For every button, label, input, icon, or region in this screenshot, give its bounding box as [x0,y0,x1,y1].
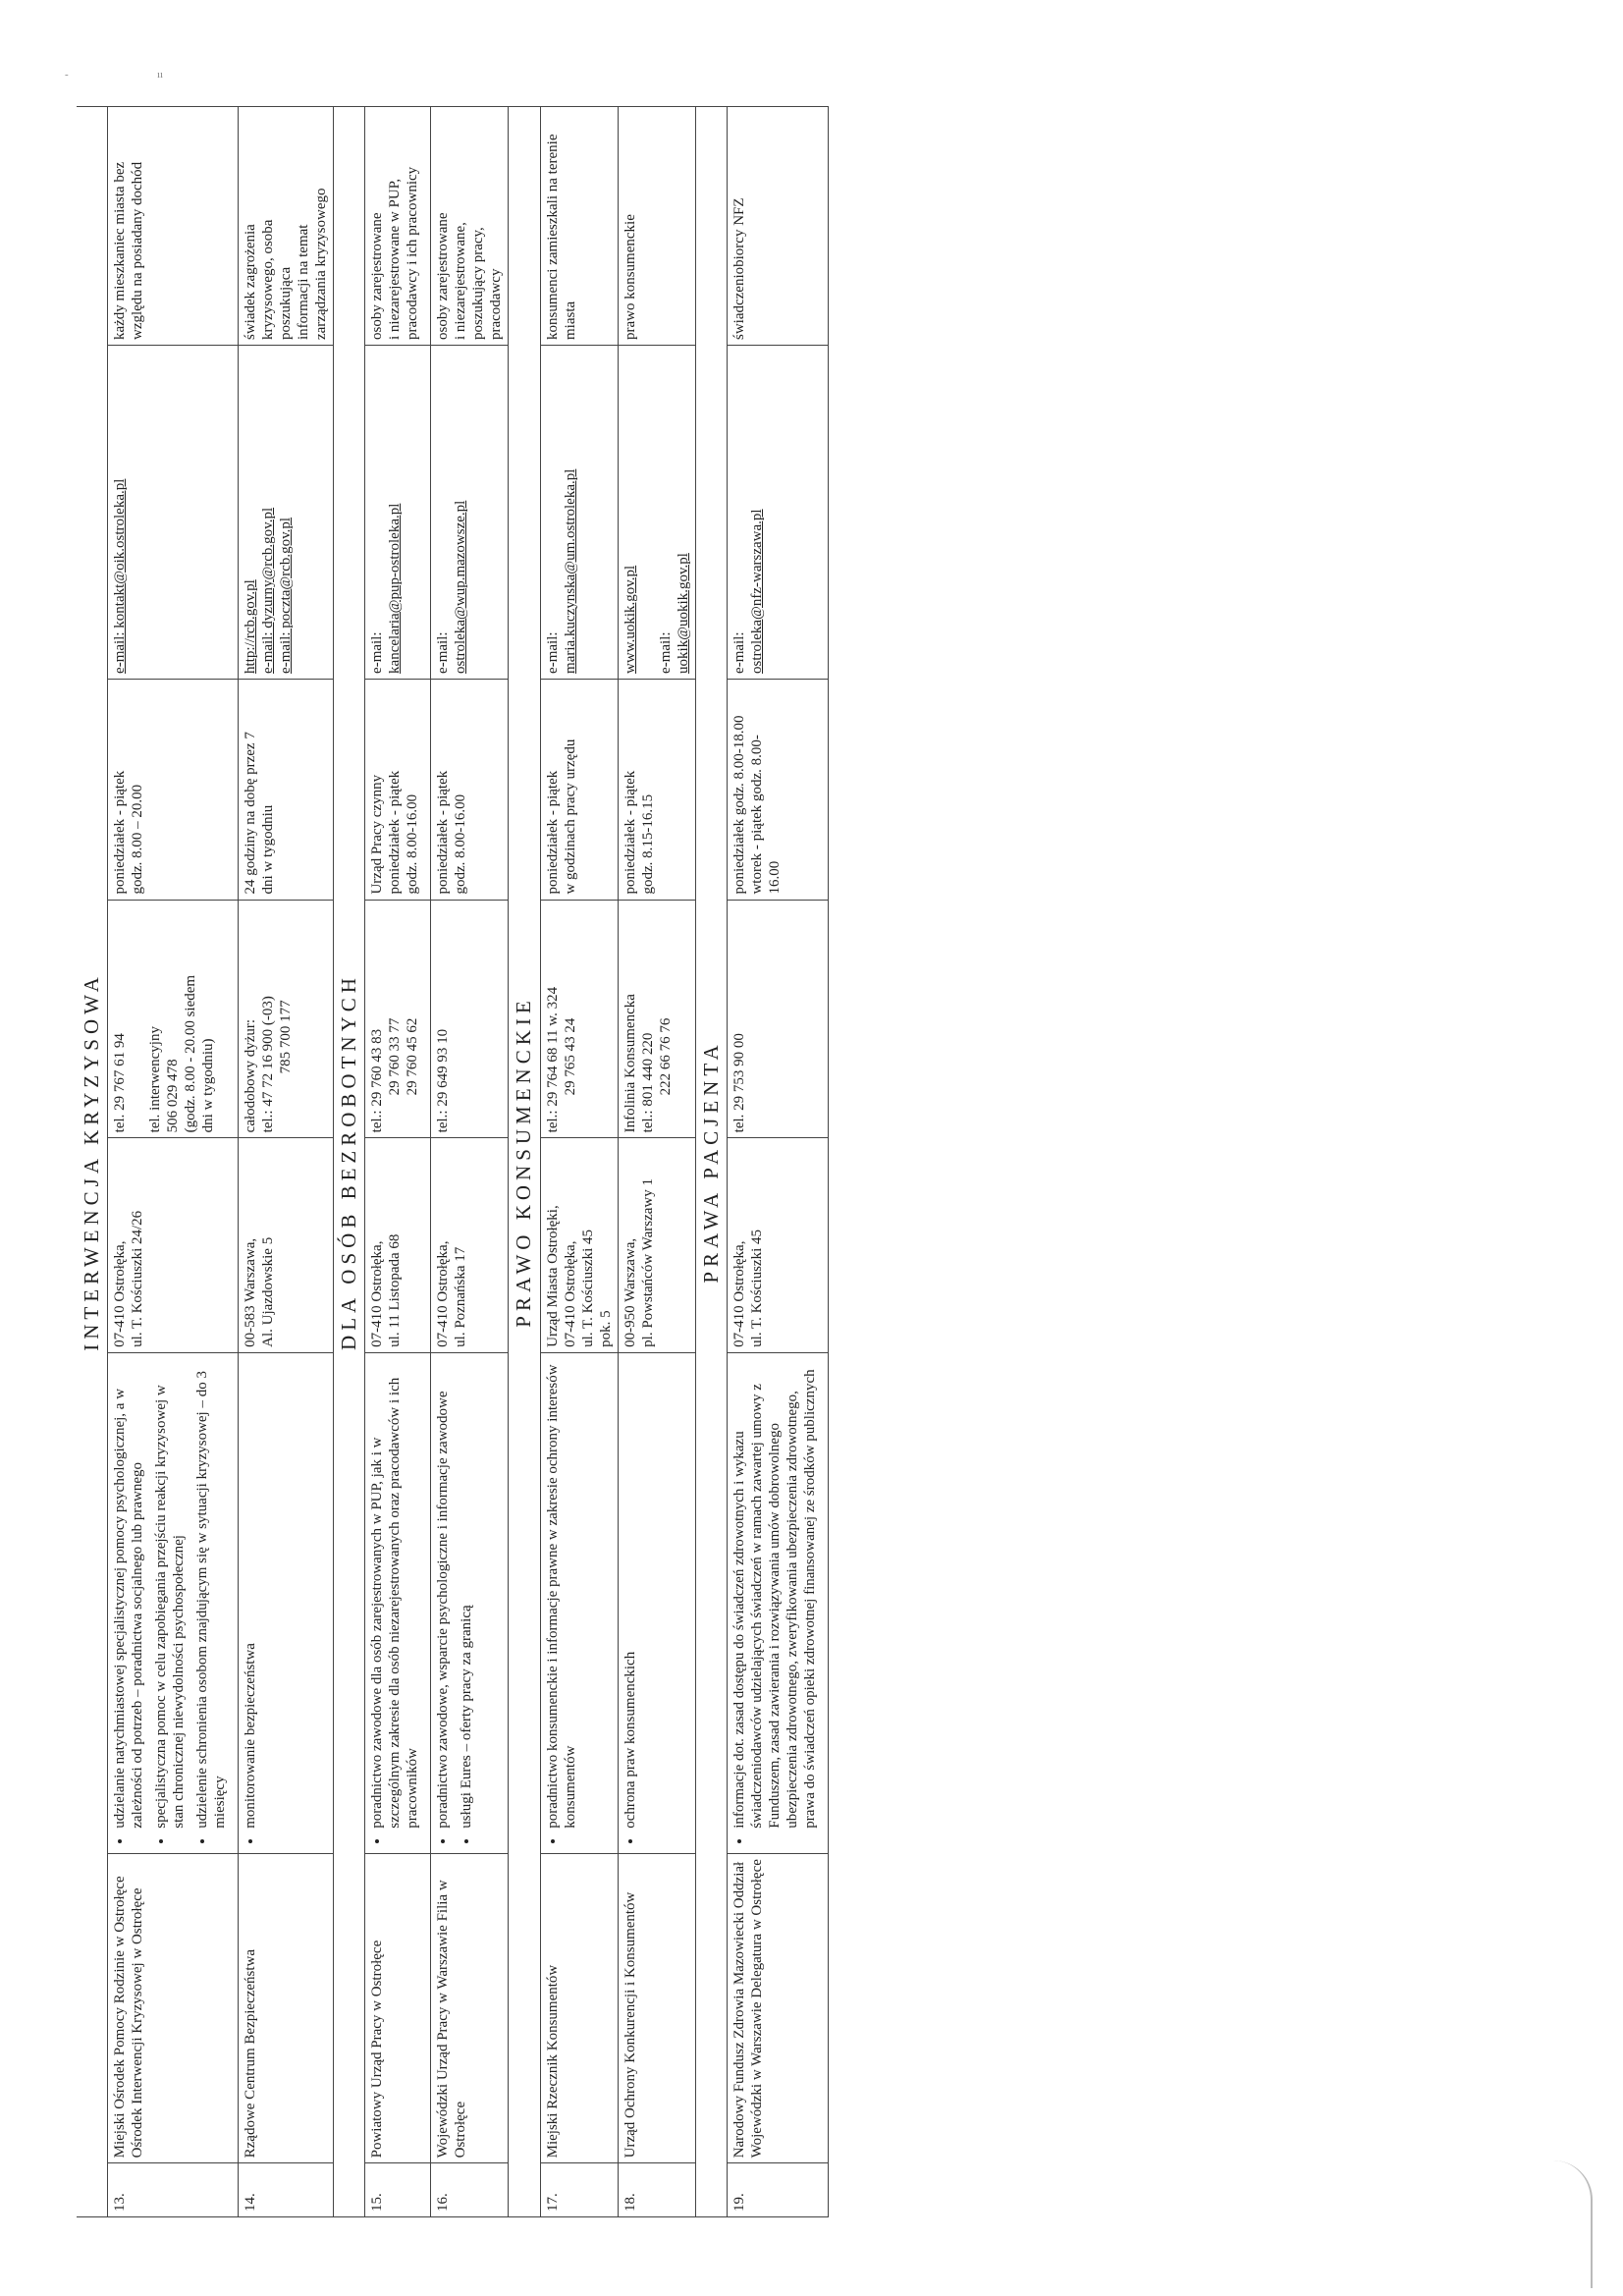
services-cell [365,1352,431,1853]
address-cell [727,1138,828,1353]
services-cell [108,1352,239,1853]
service-item: • udzielenie schronienia osobom znajdującym się w sytuacji kryzysowej – do 3 miesięcy [193,1358,229,1829]
recipients-cell [540,107,618,346]
table-row [540,107,618,2217]
recipients-line: każdy mieszkaniec miasta bez [112,161,129,341]
service-item: • poradnictwo zawodowe dla osób zarejestrowanych w PUP, jak i w szczególnym zakresie dla osób niezarejestrowanych oraz pracodawców i ich pracowników [368,1358,421,1829]
service-item: • specjalistyczna pomoc w celu zapobiegania przejściu reakcji kryzysowej w stan chronicznej niewydolności psychospołecznej [152,1358,188,1829]
email-link[interactable]: e-mail: poczta@rcb.gov.pl [278,517,295,674]
services-cell [727,1352,828,1853]
hours-cell [365,679,431,900]
institution-name: Miejski Ośrodek Pomocy Rodzinie w Ostrołęce Ośrodek Interwencji Kryzysowej w Ostrołęce [108,1853,239,2163]
phone-cell [239,900,334,1138]
address-line: 07-410 Ostrołęka, [369,1240,386,1347]
recipients-line: świadczeniobiorcy NFZ [730,197,747,341]
scan-mark: ıı [157,69,164,81]
recipients-line: i niezarejestrowane, [453,222,469,341]
institution-name: Powiatowy Urząd Pracy w Ostrołęce [365,1853,431,2163]
website-link[interactable]: http://rcb.gov.pl [243,579,259,674]
email-link[interactable]: ostroleka@nfz-warszawa.pl [748,509,765,674]
recipients-line: osoby zarejestrowane [435,212,452,341]
service-item: • ochrona praw konsumenckich [622,1358,639,1829]
recipients-cell [618,107,695,346]
table-row [365,107,431,2217]
section-heading: DLA OSÓB BEZROBOTNYCH [334,107,365,2217]
recipients-line: prawo konsumenckie [622,214,638,341]
phone-line: 29 760 45 62 [405,1017,421,1096]
table-row [239,107,334,2217]
phone-cell [540,900,618,1138]
phone-line: tel. interwencyjny [147,1026,164,1133]
phone-line: tel.: 29 760 43 83 [369,1028,386,1133]
service-item: • poradnictwo konsumenckie i informacje prawne w zakresie ochrony interesów konsumentów [544,1358,579,1829]
hours-line: poniedziałek - piątek [387,770,404,895]
contact-cell [618,346,695,680]
row-number: 17. [540,2163,618,2217]
table-row [431,107,509,2217]
email-label: e-mail: [730,631,747,674]
recipients-cell [727,107,828,346]
recipients-line: zarządzania kryzysowego [313,188,330,341]
recipients-line: konsumenci zamieszkali na terenie [544,134,561,341]
address-line: 07-410 Ostrołęka, [112,1240,129,1347]
address-cell [431,1138,509,1353]
hours-line: dni w tygodniu [260,804,277,895]
recipients-cell [239,107,334,346]
hours-line: godz. 8.00-16.00 [405,793,421,895]
address-line: 07-410 Ostrołęka, [562,1240,578,1347]
recipients-line: pracodawcy i ich pracownicy [405,166,421,341]
hours-cell [727,679,828,900]
email-link[interactable]: uokik@uokik.gov.pl [675,553,691,674]
address-line: pok. 5 [597,1310,614,1347]
table-row [108,107,239,2217]
section-heading: PRAWA PACJENTA [695,107,727,2217]
phone-line: całodobowy dyżur: [243,1018,259,1133]
email-label: e-mail: [369,631,386,674]
services-cell [540,1352,618,1853]
service-item: • monitorowanie bezpieczeństwa [242,1358,259,1829]
hours-line: godz. 8.00 – 20.00 [130,784,146,895]
address-line: 07-410 Ostrołęka, [435,1240,452,1347]
recipients-line: świadek zagrożenia [243,224,259,341]
website-link[interactable]: www.uokik.gov.pl [622,565,638,674]
row-number: 13. [108,2163,239,2217]
recipients-cell [431,107,509,346]
email-link[interactable]: maria.kuczynska@um.ostroleka.pl [562,468,578,674]
hours-line: Urząd Pracy czynny [369,774,386,895]
address-line: 00-950 Warszawa, [622,1237,638,1347]
hours-line: poniedziałek - piątek [544,770,561,895]
section-heading: PRAWO KONSUMENCKIE [509,107,540,2217]
recipients-line: pracodawcy [488,268,505,341]
hours-cell [431,679,509,900]
table-row [618,107,695,2217]
address-cell [365,1138,431,1353]
phone-line: 29 765 43 24 [562,1017,578,1096]
hours-cell [239,679,334,900]
hours-line: poniedziałek - piątek [112,770,129,895]
recipients-line: względu na posiadany dochód [130,161,146,341]
recipients-line: osoby zarejestrowane [369,212,386,341]
hours-line: godz. 8.00-16.00 [453,793,469,895]
address-line: ul. 11 Listopada 68 [387,1233,404,1347]
address-line: 07-410 Ostrołęka, [730,1240,747,1347]
table-row [727,107,828,2217]
section-row [509,107,540,2217]
services-cell [618,1352,695,1853]
contact-cell [108,346,239,680]
email-label: e-mail: [657,631,674,674]
contact-cell [727,346,828,680]
email-link[interactable]: e-mail: kontakt@oik.ostroleka.pl [112,478,129,674]
address-cell [540,1138,618,1353]
address-line: Al. Ujazdowskie 5 [260,1236,277,1347]
services-cell [239,1352,334,1853]
service-item: • udzielanie natychmiastowej specjalistycznej pomocy psychologicznej, a w zależności od potrzeb – poradnictwa socjalnego lub prawnego [111,1358,146,1829]
hours-line: poniedziałek godz. 8.00-18.00 [730,715,747,895]
address-cell [618,1138,695,1353]
contact-cell [540,346,618,680]
hours-line: poniedziałek - piątek [622,770,638,895]
recipients-line: kryzysowego, osoba [260,219,277,341]
hours-line: w godzinach pracy urzędu [562,738,578,895]
address-line: ul. T. Kościuszki 45 [579,1229,596,1347]
phone-line: tel.: 29 764 68 11 w. 324 [544,986,561,1133]
hours-cell [618,679,695,900]
email-link[interactable]: e-mail: dyzurny@rcb.gov.pl [260,507,277,674]
row-number: 19. [727,2163,828,2217]
institution-name: Wojewódzki Urząd Pracy w Warszawie Filia w Ostrołęce [431,1853,509,2163]
institution-name: Rządowe Centrum Bezpieczeństwa [239,1853,334,2163]
phone-cell [108,900,239,1138]
section-heading: INTERWENCJA KRYZYSOWA [77,107,108,2217]
row-number: 18. [618,2163,695,2217]
phone-line: 222 66 76 76 [657,1017,674,1096]
hours-line: 24 godziny na dobę przez 7 [243,732,259,895]
phone-cell [727,900,828,1138]
services-cell [431,1352,509,1853]
phone-line: 29 760 33 77 [387,1017,404,1096]
service-item: • informacje dot. zasad dostępu do świadczeń zdrowotnych i wykazu świadczeniodawców udzielających świadczeń w ramach zawartej umowy z Funduszem, zasad zawierania i rozwiązywania umów dobrowolnego ubezpieczenia zdrowotnego, zweryfikowania ubezpieczenia zdrowotnego, prawa do świadczeń opieki zdrowotnej finansowanej ze środków publicznych [730,1358,819,1829]
hours-line: godz. 8.15-16.15 [639,793,656,895]
row-number: 16. [431,2163,509,2217]
service-item: • usługi Eures – oferty pracy za granicą [458,1358,475,1829]
section-row [695,107,727,2217]
phone-line: 785 700 177 [278,1000,295,1074]
phone-line: 506 029 478 [165,1059,182,1133]
section-row [334,107,365,2217]
phone-cell [365,900,431,1138]
institution-name: Urząd Ochrony Konkurencji i Konsumentów [618,1853,695,2163]
phone-line: (godz. 8.00 - 20.00 siedem [183,974,199,1133]
institutions-table [77,106,829,2217]
phone-line: tel.: 801 440 220 [639,1032,656,1133]
recipients-line: informacji na temat [296,224,312,341]
address-line: Urząd Miasta Ostrołęki, [544,1205,561,1347]
row-number: 14. [239,2163,334,2217]
scan-mark: - [65,69,69,81]
email-label: e-mail: [544,631,561,674]
address-line: ul. T. Kościuszki 24/26 [130,1210,146,1347]
section-row [77,107,108,2217]
hours-line: wtorek - piątek godz. 8.00- [748,735,765,895]
contact-cell [239,346,334,680]
address-line: pl. Powstańców Warszawy 1 [639,1178,656,1347]
hours-cell [540,679,618,900]
institution-name: Narodowy Fundusz Zdrowia Mazowiecki Oddział Wojewódzki w Warszawie Delegatura w Ostrołęce [727,1853,828,2163]
hours-line: 16.00 [766,860,783,895]
phone-line: tel. 29 767 61 94 [112,1033,129,1133]
address-line: ul. Poznańska 17 [453,1246,469,1347]
page-edge-stroke [1532,2160,1593,2288]
recipients-line: miasta [562,301,578,341]
contact-cell [365,346,431,680]
recipients-line: i niezarejestrowane w PUP, [387,178,404,341]
phone-line: tel.: 29 649 93 10 [435,1028,452,1133]
institution-name: Miejski Rzecznik Konsumentów [540,1853,618,2163]
recipients-line: poszukująca [278,266,295,341]
recipients-line: poszukujący pracy, [470,227,487,341]
address-line: ul. T. Kościuszki 45 [748,1229,765,1347]
phone-line: tel. 29 753 90 00 [730,1033,747,1133]
phone-cell [431,900,509,1138]
address-cell [108,1138,239,1353]
recipients-cell [108,107,239,346]
hours-line: poniedziałek - piątek [435,770,452,895]
address-cell [239,1138,334,1353]
recipients-cell [365,107,431,346]
phone-line: Infolinia Konsumencka [622,994,638,1133]
contact-cell [431,346,509,680]
rotated-page [77,106,1432,2217]
email-label: e-mail: [435,631,452,674]
address-line: 00-583 Warszawa, [243,1237,259,1347]
phone-cell [618,900,695,1138]
email-link[interactable]: ostroleka@wup.mazowsze.pl [453,500,469,674]
hours-cell [108,679,239,900]
phone-line: dni w tygodniu) [200,1038,217,1133]
service-item: • poradnictwo zawodowe, wsparcie psychologiczne i informacje zawodowe [434,1358,452,1829]
phone-line: tel.: 47 72 16 900 (-03) [260,996,277,1133]
row-number: 15. [365,2163,431,2217]
email-link[interactable]: kancelaria@pup-ostroleka.pl [387,503,404,674]
